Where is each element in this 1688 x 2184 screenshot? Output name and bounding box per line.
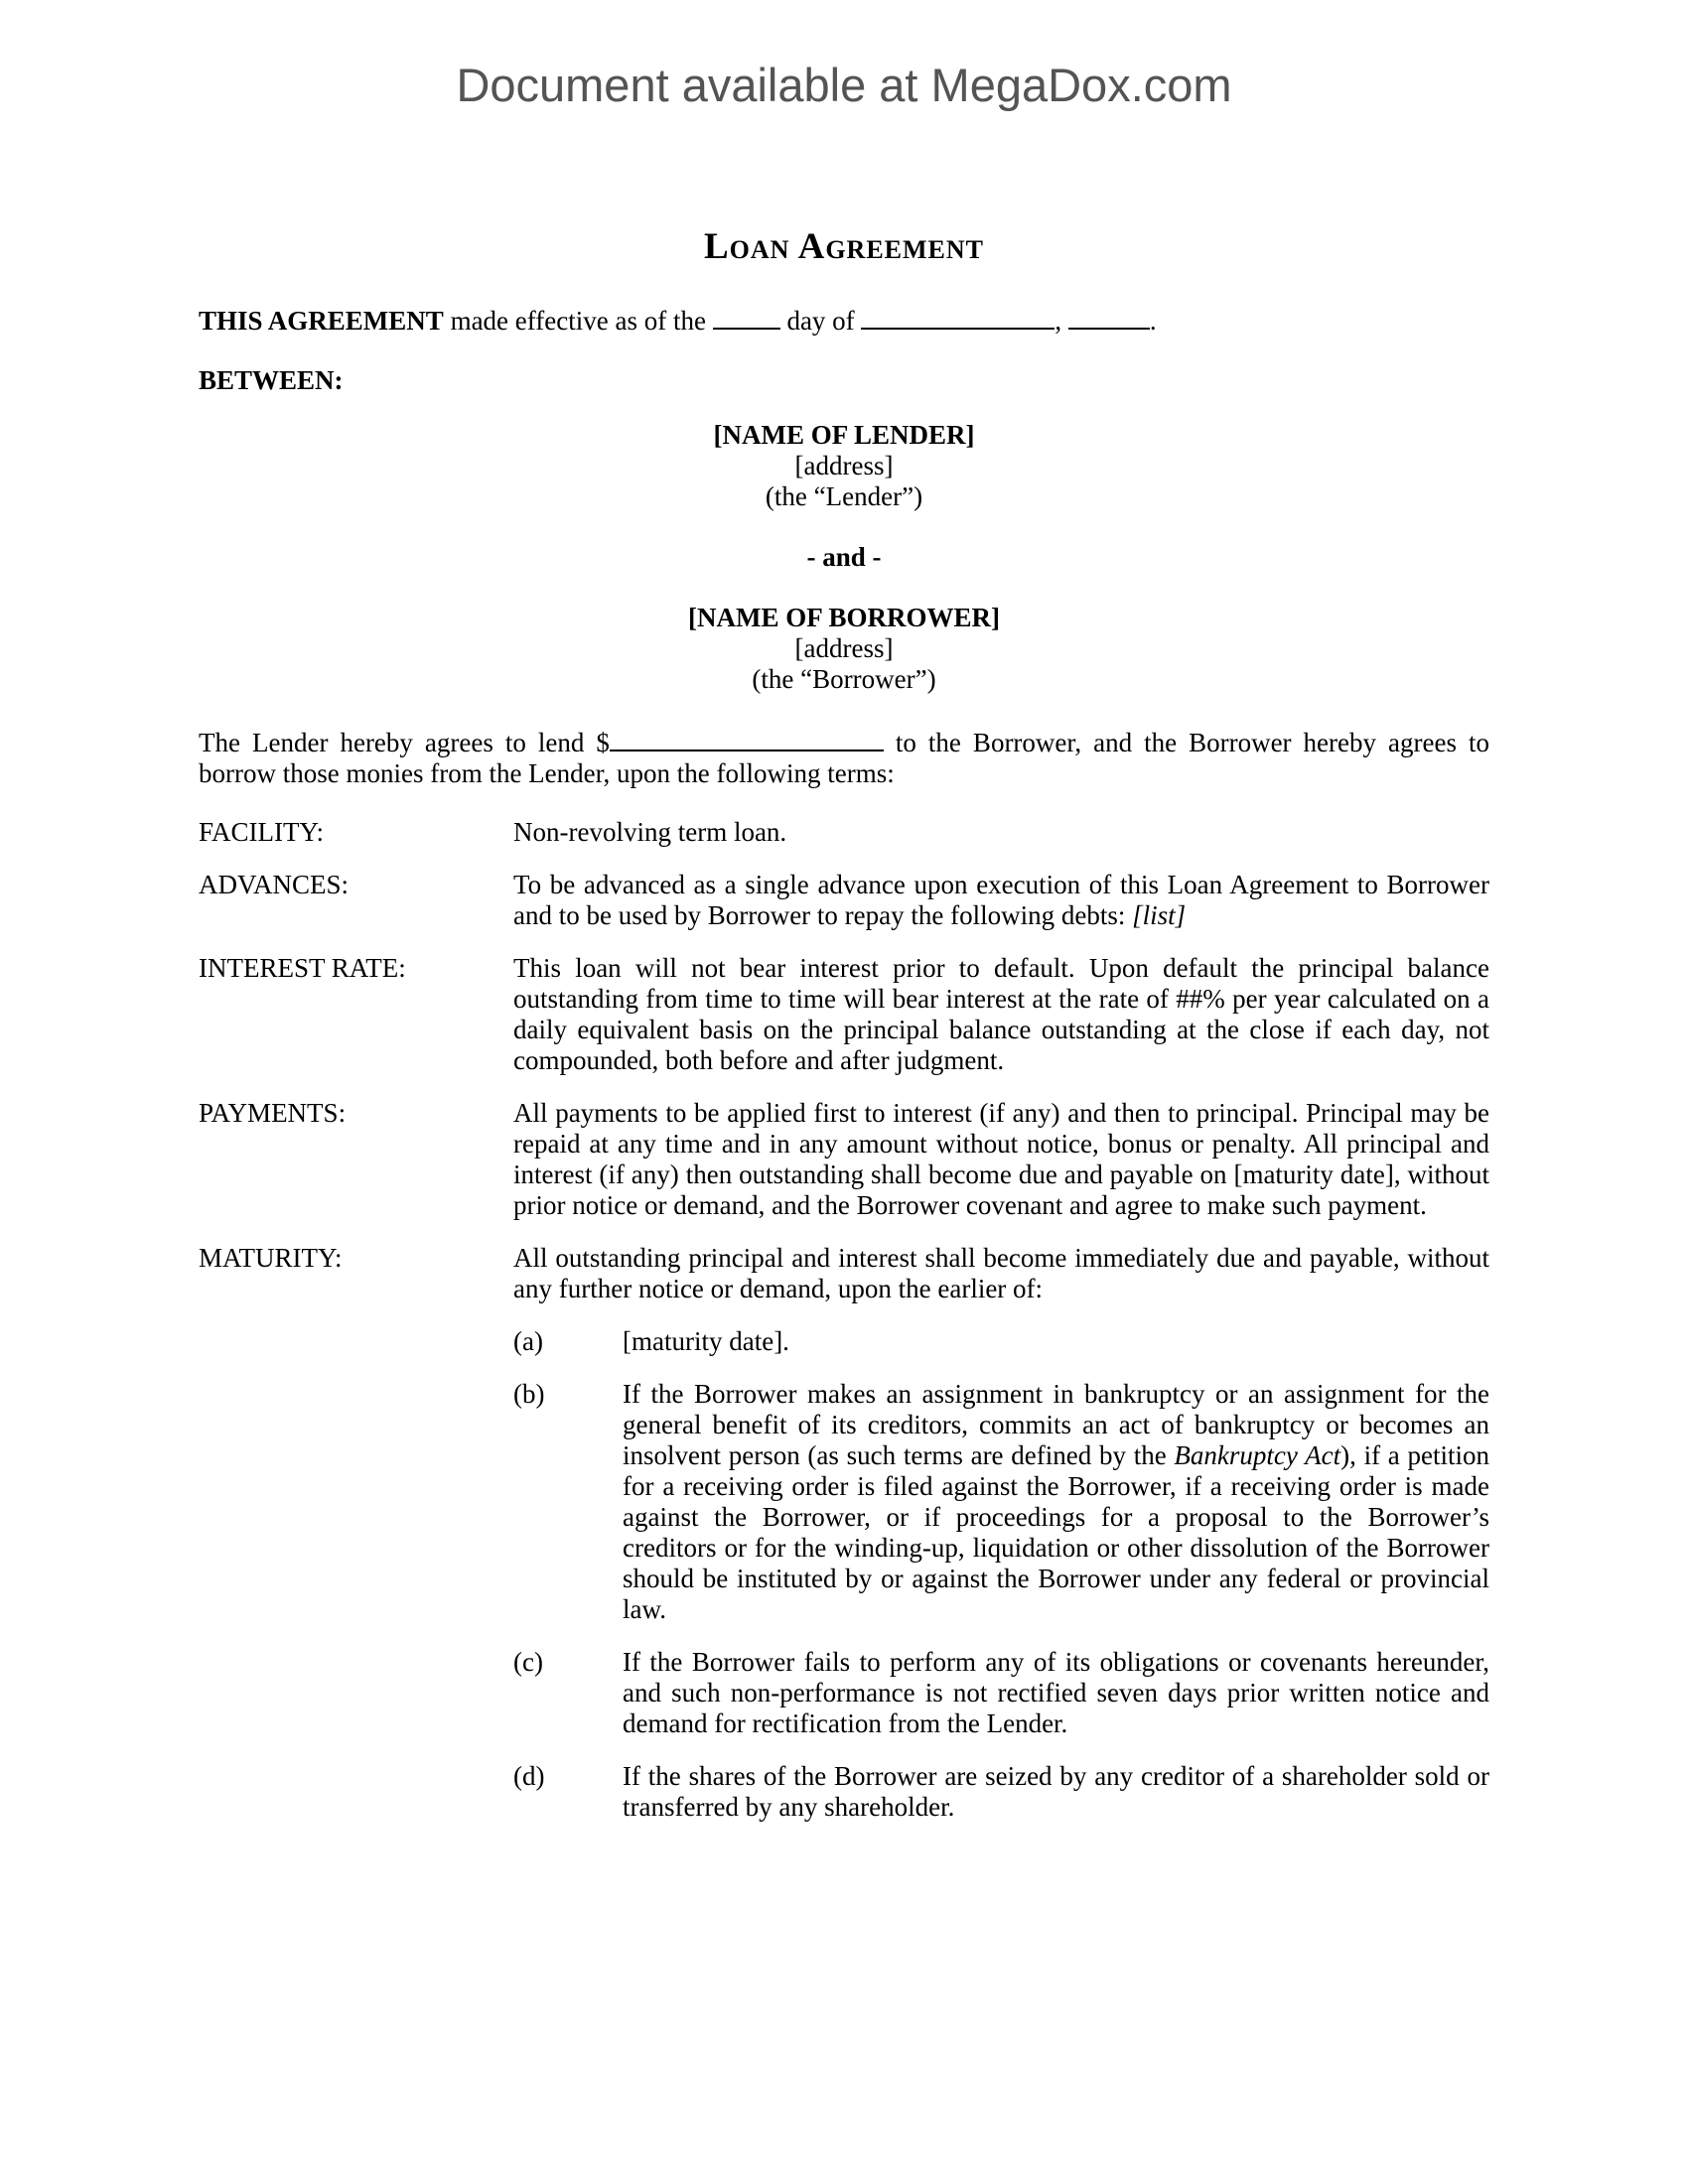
term-text-payments: All payments to be applied first to interest (if any) and then to principal. Principal may be repaid at any time and in any amount without notice, bonus or penalty. All principal and interest (if any) then outstanding shall become due and payable on [maturity date], without prior notice or demand, and the Borrower covenant and agree to make such payment. — [513, 1098, 1489, 1220]
term-row-interest-rate — [199, 953, 1489, 1076]
watermark-header: Document available at MegaDox.com — [456, 59, 1232, 111]
fill-in-blank-year — [1068, 326, 1150, 330]
parties-separator: - and - — [806, 542, 882, 572]
maturity-item-c-text: If the Borrower fails to perform any of its obligations or covenants hereunder, and such non-performance is not rectified seven days prior written notice and demand for rectification from the Lender. — [623, 1647, 1489, 1738]
maturity-item-d — [513, 1761, 1489, 1823]
lender-name: [NAME OF LENDER] — [713, 420, 975, 450]
intro-text: made effective as of the — [443, 306, 713, 336]
advances-list-placeholder: [list] — [1132, 900, 1187, 930]
fill-in-blank-amount — [610, 748, 884, 751]
lead-paragraph — [199, 728, 1489, 789]
maturity-item-d-text: If the shares of the Borrower are seized by any creditor of a shareholder sold or transferred by any shareholder. — [623, 1761, 1489, 1822]
fill-in-blank-day — [713, 326, 780, 330]
term-label-interest-rate: INTEREST RATE: — [199, 953, 406, 983]
borrower-party-block — [199, 603, 1489, 695]
borrower-alias: (the “Borrower”) — [752, 664, 936, 694]
maturity-item-c-marker: (c) — [513, 1647, 543, 1677]
term-label-facility: FACILITY: — [199, 817, 325, 847]
intro-bold-lead-in: THIS AGREEMENT — [199, 306, 444, 336]
maturity-item-b-pre: If the Borrower makes an assignment in bankruptcy or an assignment for the general benefit of its creditors, commits an act of bankruptcy or becomes an insolvent person (as such terms are defined by the — [623, 1379, 1489, 1470]
term-label-payments: PAYMENTS: — [199, 1098, 347, 1128]
intro-period: . — [1149, 306, 1157, 336]
bankruptcy-act-reference: Bankruptcy Act — [1174, 1440, 1341, 1470]
maturity-item-b-marker: (b) — [513, 1379, 545, 1409]
term-label-maturity: MATURITY: — [199, 1243, 343, 1273]
maturity-item-a — [513, 1326, 1489, 1357]
borrower-address: [address] — [794, 633, 894, 663]
document-title: Loan Agreement — [703, 226, 985, 267]
fill-in-blank-month — [861, 326, 1055, 330]
term-label-advances: ADVANCES: — [199, 870, 350, 899]
maturity-item-a-marker: (a) — [513, 1326, 543, 1356]
lender-party-block — [199, 420, 1489, 512]
lender-address: [address] — [794, 451, 894, 480]
intro-paragraph — [199, 306, 1489, 337]
lead-after-amount: to the Borrower, and the Borrower hereby agrees to borrow those monies from the Lender, upon the following terms: — [199, 728, 1489, 788]
maturity-item-b — [513, 1379, 1489, 1625]
borrower-name: [NAME OF BORROWER] — [688, 603, 1000, 632]
maturity-item-c — [513, 1647, 1489, 1739]
maturity-item-d-marker: (d) — [513, 1761, 545, 1791]
term-text-facility: Non-revolving term loan. — [513, 817, 787, 847]
intro-comma: , — [1055, 306, 1068, 336]
between-label: BETWEEN: — [199, 365, 344, 395]
term-text-advances — [513, 870, 1489, 931]
maturity-item-a-text: [maturity date]. — [623, 1326, 789, 1356]
advances-text: To be advanced as a single advance upon execution of this Loan Agreement to Borrower and to be used by Borrower to repay the following debts: — [513, 870, 1489, 930]
maturity-item-b-text — [623, 1379, 1489, 1625]
lender-alias: (the “Lender”) — [765, 481, 923, 511]
maturity-item-b-post: ), if a petition for a receiving order is filed against the Borrower, if a receiving order is made against the Borrower, or if proceedings for a proposal to the Borrower’s creditors or for the winding-up, liquidation or other dissolution of the Borrower should be instituted by or against the Borrower under any federal or provincial law. — [623, 1440, 1490, 1624]
intro-day-of: day of — [779, 306, 862, 336]
term-text-maturity: All outstanding principal and interest shall become immediately due and payable, without any further notice or demand, upon the earlier of: — [513, 1243, 1489, 1303]
term-row-payments — [199, 1098, 1489, 1221]
term-text-interest-rate: This loan will not bear interest prior to default. Upon default the principal balance outstanding from time to time will bear interest at the rate of ##% per year calculated on a daily equivalent basis on the principal balance outstanding at the close if each day, not compounded, both before and after judgment. — [513, 953, 1489, 1075]
lead-before-amount: The Lender hereby agrees to lend $ — [199, 728, 610, 757]
term-row-advances — [199, 870, 1489, 931]
term-row-facility — [199, 817, 1489, 848]
term-row-maturity — [199, 1243, 1489, 1304]
